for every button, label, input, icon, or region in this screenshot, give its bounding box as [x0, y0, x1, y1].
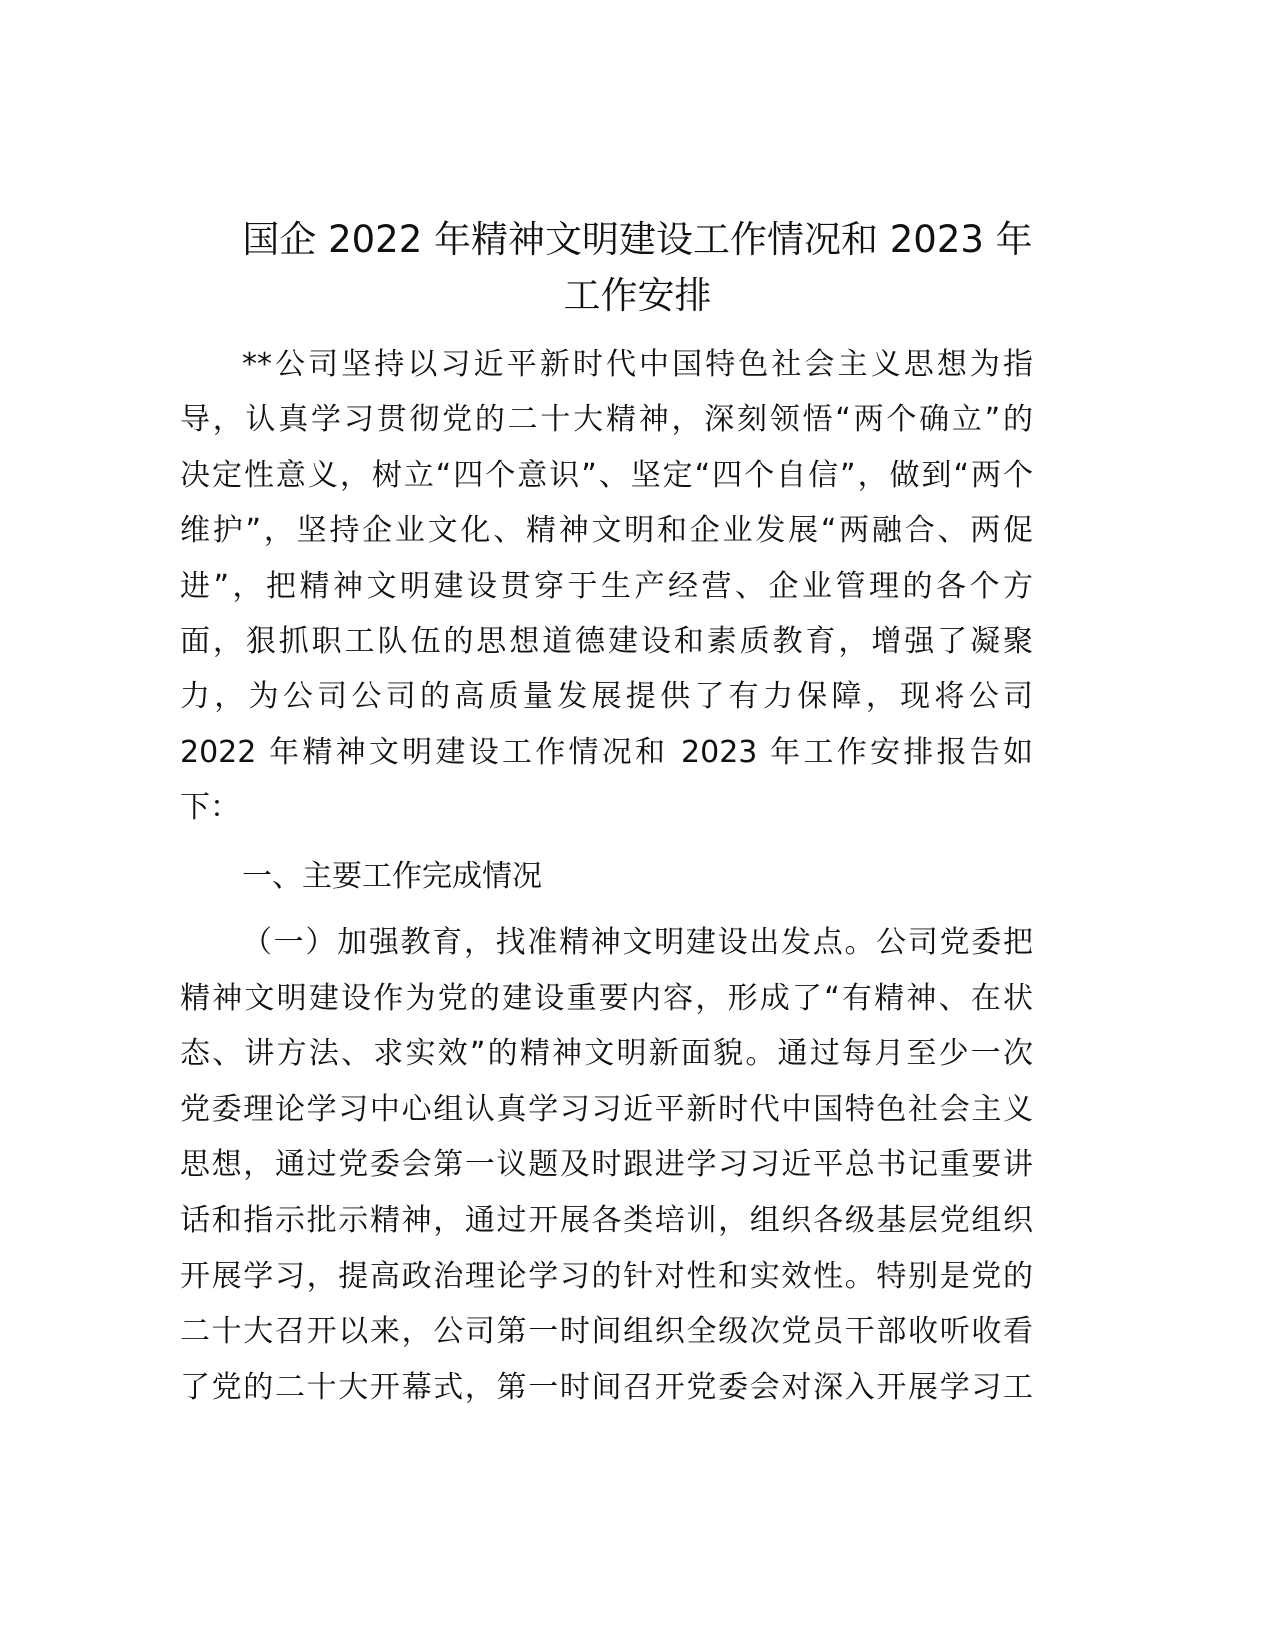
- text-line: 思想，通过党委会第一议题及时跟进学习习近平总书记重要讲: [180, 1147, 1033, 1183]
- text-line: 决定性意义，树立“四个意识”、坚定“四个自信”，做到“两个: [180, 457, 1033, 493]
- text-line: 维护”，坚持企业文化、精神文明和企业发展“两融合、两促: [180, 513, 1033, 549]
- text-line: （一）加强教育，找准精神文明建设出发点。公司党委把: [242, 925, 1033, 960]
- text-line: 精神文明建设作为党的建设重要内容，形成了“有精神、在状: [180, 980, 1033, 1016]
- document-title-line-1: 国企 2022 年精神文明建设工作情况和 2023 年: [242, 218, 1033, 261]
- text-line: 2022 年精神文明建设工作情况和 2023 年工作安排报告如: [180, 734, 1033, 770]
- text-line: **公司坚持以习近平新时代中国特色社会主义思想为指: [242, 347, 1033, 382]
- text-line: 导，认真学习贯彻党的二十大精神，深刻领悟“两个确立”的: [180, 402, 1033, 438]
- text-line: 力，为公司公司的高质量发展提供了有力保障，现将公司: [180, 679, 1033, 715]
- text-line: 二十大召开以来，公司第一时间组织全级次党员干部收听收看: [180, 1314, 1033, 1350]
- text-line: 开展学习，提高政治理论学习的针对性和实效性。特别是党的: [180, 1258, 1033, 1294]
- text-line: 党委理论学习中心组认真学习习近平新时代中国特色社会主义: [180, 1091, 1033, 1127]
- text-line: 了党的二十大开幕式，第一时间召开党委会对深入开展学习工: [180, 1369, 1033, 1405]
- text-line: 面，狠抓职工队伍的思想道德建设和素质教育，增强了凝聚: [180, 624, 1033, 659]
- text-line: 话和指示批示精神，通过开展各类培训，组织各级基层党组织: [180, 1203, 1033, 1238]
- text-line: 下：: [180, 790, 240, 826]
- text-line: 态、讲方法、求实效”的精神文明新面貌。通过每月至少一次: [180, 1036, 1033, 1072]
- section-heading: 一、主要工作完成情况: [242, 859, 542, 894]
- text-line: 进”，把精神文明建设贯穿于生产经营、企业管理的各个方: [180, 568, 1033, 604]
- document-title-line-2: 工作安排: [563, 274, 712, 317]
